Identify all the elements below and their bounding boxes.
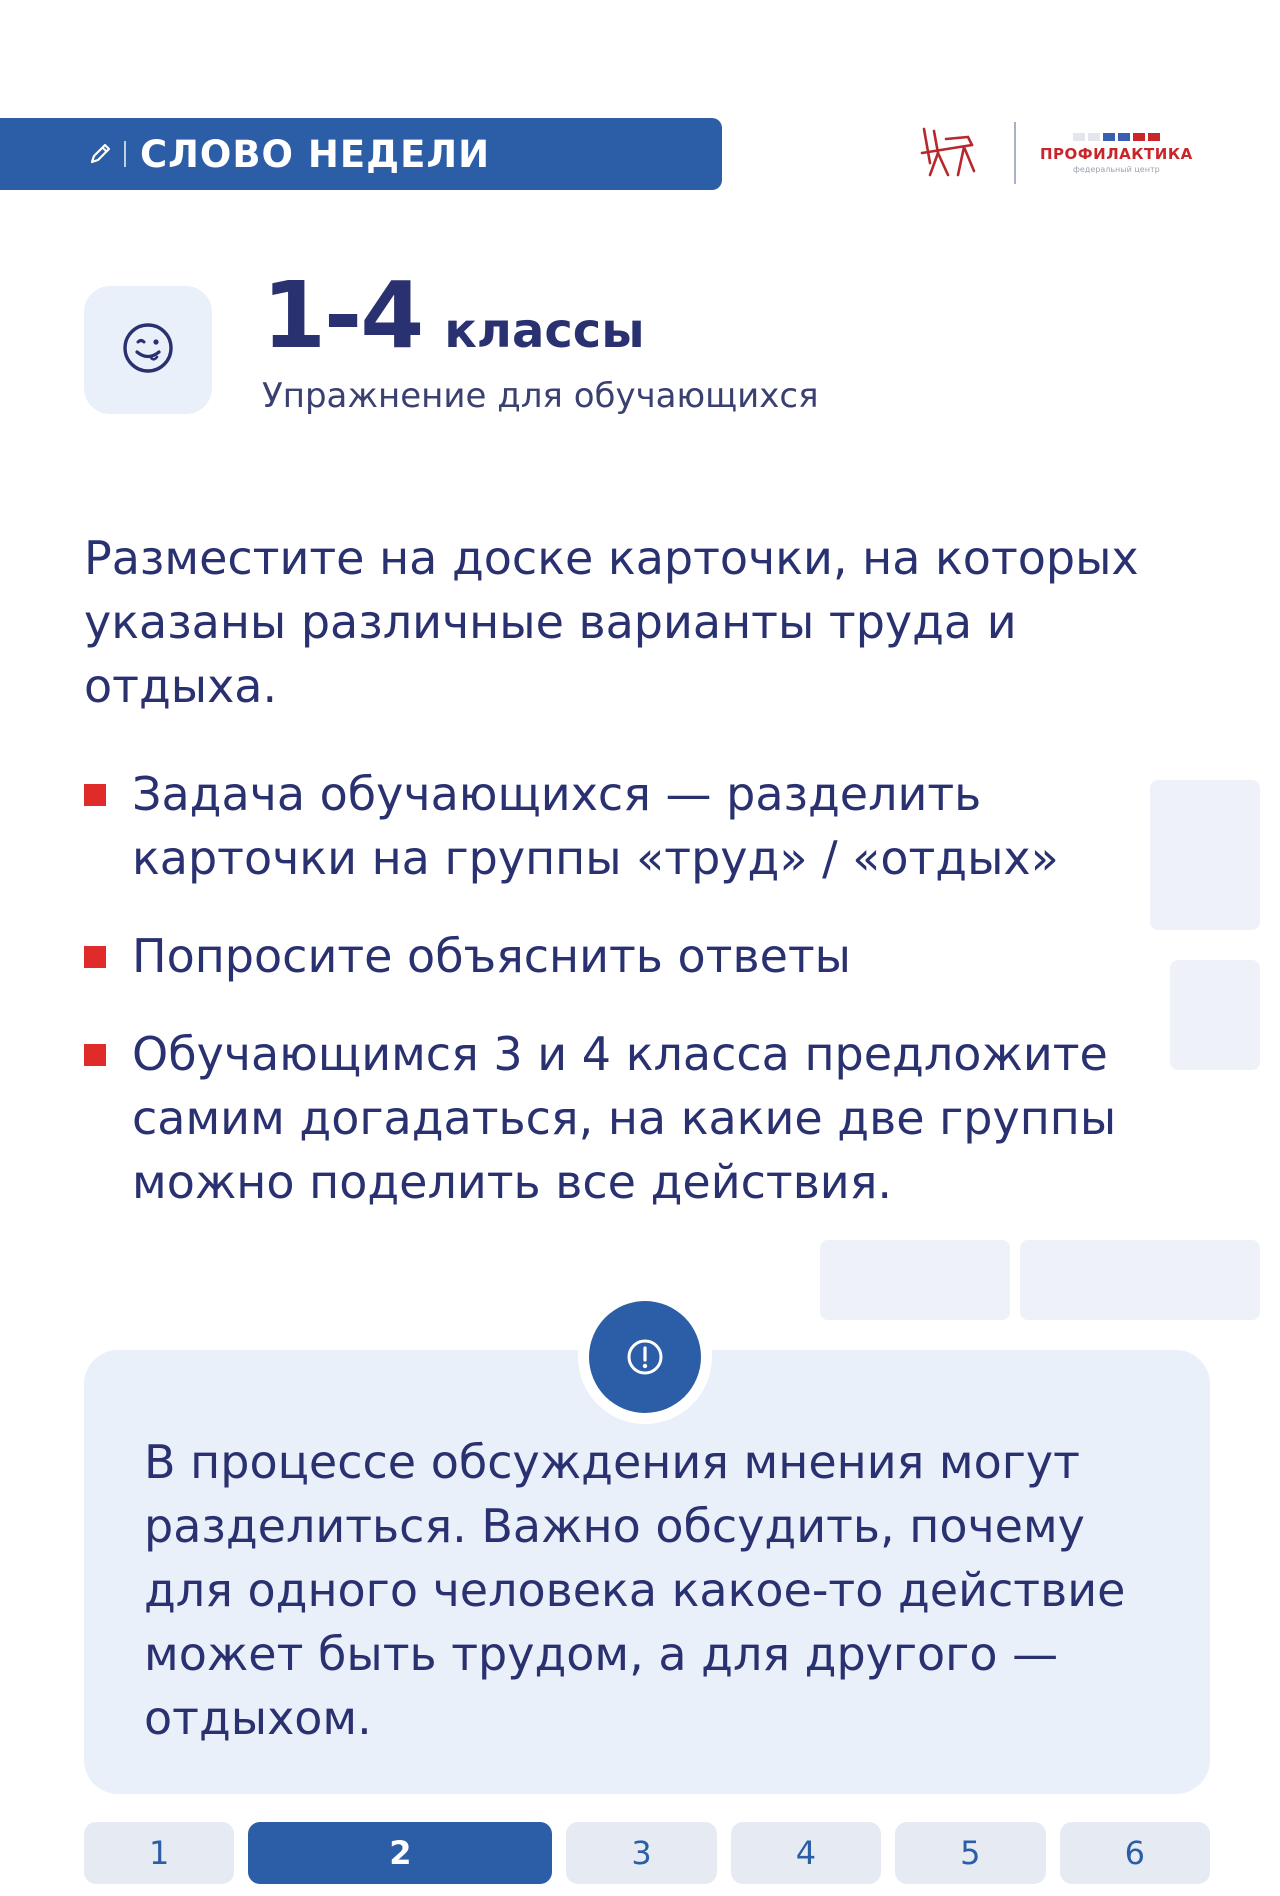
logo-text — [1040, 133, 1193, 174]
smile-icon — [120, 320, 176, 380]
grade-subtitle: Упражнение для обучающихся — [262, 376, 819, 416]
intro-text: Разместите на доске карточки, на которых указаны различные варианты труда и отдыха. — [84, 531, 1139, 713]
bullet-square-icon — [84, 1044, 106, 1066]
bullet-square-icon — [84, 784, 106, 806]
page-button-4[interactable]: 4 — [731, 1822, 881, 1884]
grade-number: 1-4 — [262, 262, 423, 369]
list-item-text: Задача обучающихся — разделить карточки на группы «труд» / «отдых» — [132, 767, 1059, 885]
list-item-text: Обучающимся 3 и 4 класса предложите самим догадаться, на какие две группы можно поделить все действия. — [132, 1027, 1117, 1209]
list-item-text: Попросите объяснить ответы — [132, 929, 851, 983]
grade-word: классы — [444, 303, 645, 359]
chair-logo-icon — [918, 123, 980, 183]
list-item — [84, 1022, 1194, 1214]
background-decoration — [1020, 1240, 1260, 1320]
bullet-square-icon — [84, 946, 106, 968]
grade-title — [262, 262, 645, 369]
list-item — [84, 762, 1194, 890]
bullet-list — [84, 762, 1194, 1248]
page-button-5[interactable]: 5 — [895, 1822, 1045, 1884]
header-title: СЛОВО НЕДЕЛИ — [140, 132, 491, 176]
page-button-1[interactable]: 1 — [84, 1822, 234, 1884]
logo-name: ПРОФИЛАКТИКА — [1040, 144, 1193, 163]
header-bar — [0, 118, 722, 190]
page-button-6[interactable]: 6 — [1060, 1822, 1210, 1884]
page-button-3[interactable]: 3 — [566, 1822, 716, 1884]
logo-subtitle: федеральный центр — [1073, 164, 1160, 174]
note-icon-ring — [578, 1290, 712, 1424]
page-button-2-current[interactable]: 2 — [248, 1822, 552, 1884]
grade-icon-box — [84, 286, 212, 414]
note-text: В процессе обсуждения мнения могут разделиться. Важно обсудить, почему для одного человека какое-то действие может быть трудом, а для другого — отдыхом. — [144, 1435, 1126, 1745]
logo-divider — [1014, 122, 1016, 184]
pagination — [84, 1822, 1210, 1884]
exclamation-circle-icon — [589, 1301, 701, 1413]
logo — [918, 122, 1193, 184]
background-decoration — [820, 1240, 1010, 1320]
header-separator — [124, 141, 126, 167]
list-item — [84, 924, 1194, 988]
pencil-icon — [86, 140, 114, 168]
logo-squares — [1073, 133, 1160, 141]
